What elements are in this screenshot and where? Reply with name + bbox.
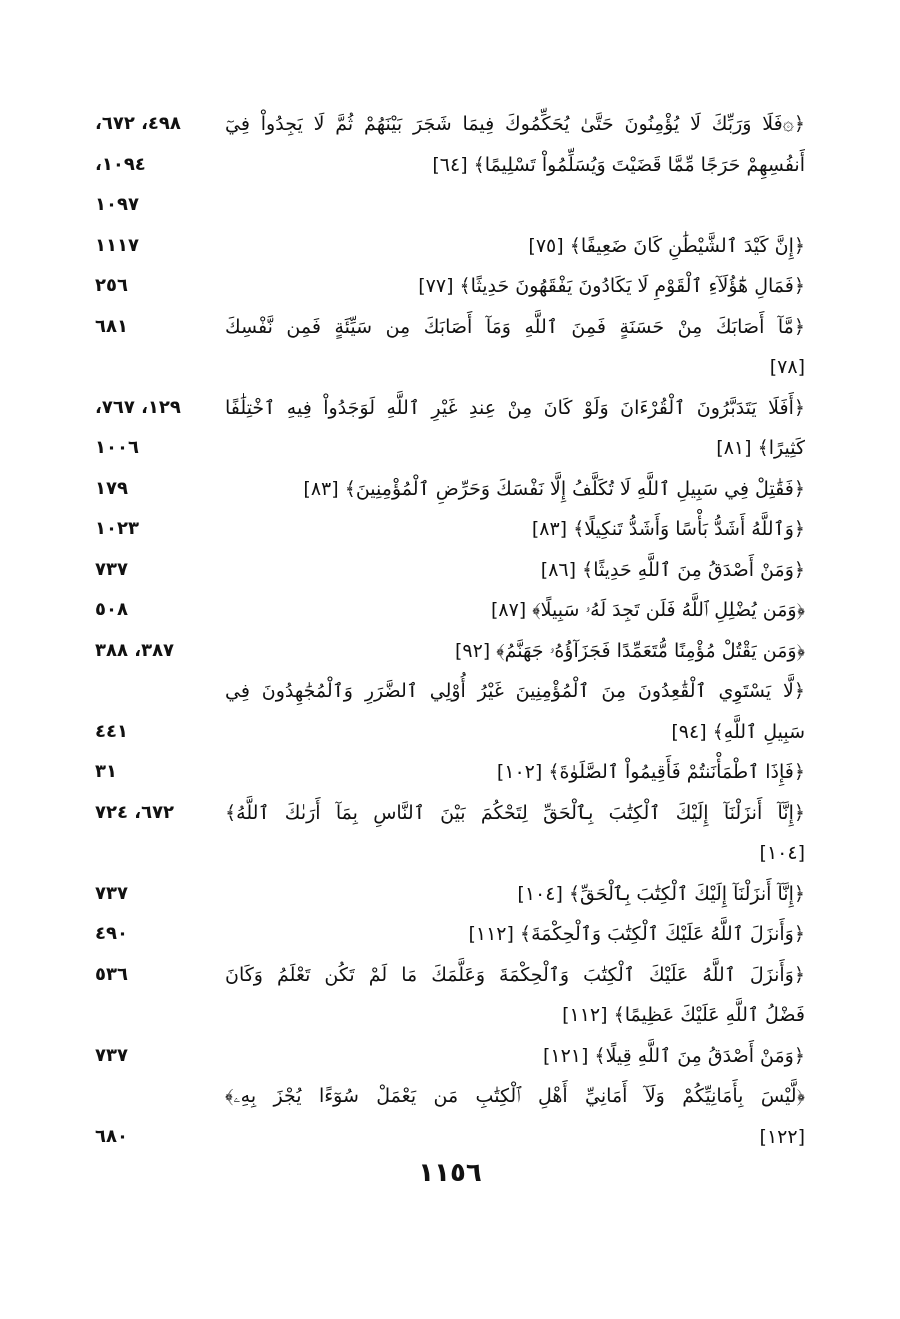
index-row	[0, 590, 900, 630]
page-references: ٣١	[95, 761, 117, 782]
verse-text: ﴿لَّا يَسْتَوِي ٱلْقَٰعِدُونَ مِنَ ٱلْمُؤْمِنِينَ غَيْرُ أُوْلِي ٱلضَّرَرِ وَٱلْمُجَٰهِدُونَ فِي	[225, 680, 805, 702]
verse-text: ﴿وَأَنزَلَ ٱللَّهُ عَلَيْكَ ٱلْكِتَٰبَ وَٱلْحِكْمَةَ وَعَلَّمَكَ مَا لَمْ تَكُن تَعْلَمُ وَكَانَ	[225, 963, 805, 986]
verse-text: كَثِيرًا﴾ [٨١]	[716, 437, 805, 459]
index-row	[0, 671, 900, 711]
verse-text: ﴿إِنَّآ أَنزَلْنَآ إِلَيْكَ ٱلْكِتَٰبَ بِٱلْحَقِّ لِتَحْكُمَ بَيْنَ ٱلنَّاسِ بِمَآ أَرَىٰكَ ٱللَّهُ﴾	[225, 801, 805, 824]
verse-text: ﴿وَمَن يُضْلِلِ ٱللَّهُ فَلَن تَجِدَ لَهُۥ سَبِيلًا﴾ [٨٧]	[490, 599, 805, 621]
verse-text: ﴿وَمَنْ أَصْدَقُ مِنَ ٱللَّهِ حَدِيثًا﴾ [٨٦]	[540, 558, 805, 581]
verse-text: ﴿وَأَنزَلَ ٱللَّهُ عَلَيْكَ ٱلْكِتَٰبَ وَٱلْحِكْمَةَ﴾ [١١٢]	[468, 923, 805, 945]
page-references: ٣٨٧، ٣٨٨	[95, 639, 175, 661]
index-row	[0, 712, 900, 752]
index-row	[0, 428, 900, 468]
page-references: ٦٨٠	[95, 1125, 128, 1147]
page-references: ١٠٩٤،	[95, 153, 146, 175]
index-row	[0, 833, 900, 873]
verse-text: أَنفُسِهِمْ حَرَجًا مِّمَّا قَضَيْتَ وَيُسَلِّمُواْ تَسْلِيمًا﴾ [٦٤]	[432, 153, 805, 176]
index-row	[0, 388, 900, 428]
page-references: ٤٤١	[95, 720, 128, 742]
index-row	[0, 185, 900, 225]
index-row	[0, 1117, 900, 1157]
verse-text: ﴿أَفَلَا يَتَدَبَّرُونَ ٱلْقُرْءَانَ وَلَوْ كَانَ مِنْ عِندِ غَيْرِ ٱللَّهِ لَوَجَدُواْ فِيهِ ٱخْتِلَٰفًا	[225, 396, 805, 419]
index-row	[0, 509, 900, 549]
verse-text: ﴿إِنَّ كَيْدَ ٱلشَّيْطَٰنِ كَانَ ضَعِيفًا﴾ [٧٥]	[528, 234, 805, 257]
index-row	[0, 469, 900, 509]
page-references: ١٢٩، ٧٦٧،	[95, 396, 181, 418]
index-row	[0, 995, 900, 1035]
index-row	[0, 347, 900, 387]
verse-text: ﴿وَٱللَّهُ أَشَدُّ بَأْسًا وَأَشَدُّ تَنكِيلًا﴾ [٨٣]	[531, 518, 805, 540]
page-references: ٥٣٦	[95, 963, 128, 985]
index-row	[0, 793, 900, 833]
verse-text: ﴿لَّيْسَ بِأَمَانِيِّكُمْ وَلَآ أَمَانِيِّ أَهْلِ ٱلْكِتَٰبِ مَن يَعْمَلْ سُوٓءًا يُجْزَ بِهِۦ﴾	[225, 1085, 805, 1107]
verse-text: ﴿فَمَالِ هَٰٓؤُلَآءِ ٱلْقَوْمِ لَا يَكَادُونَ يَفْقَهُونَ حَدِيثًا﴾ [٧٧]	[418, 275, 805, 297]
page-references: ٦٨١	[95, 315, 128, 337]
page-references: ٤٩٨، ٦٧٢،	[95, 113, 181, 134]
verse-text: ﴿وَمَن يَقْتُلْ مُؤْمِنًا مُّتَعَمِّدًا فَجَزَآؤُهُۥ جَهَنَّمُ﴾ [٩٢]	[454, 639, 805, 662]
verse-text: ﴿فَقَٰتِلْ فِي سَبِيلِ ٱللَّهِ لَا تُكَلَّفُ إِلَّا نَفْسَكَ وَحَرِّضِ ٱلْمُؤْمِنِينَ﴾ [٨٣]	[303, 477, 805, 500]
index-row	[0, 874, 900, 914]
verse-text: ﴿فَإِذَا ٱطْمَأْنَنتُمْ فَأَقِيمُواْ ٱلصَّلَوٰةَ﴾ [١٠٢]	[496, 761, 805, 783]
page-references: ١٠٠٦	[95, 437, 139, 458]
verse-text: ﴿وَمَنْ أَصْدَقُ مِنَ ٱللَّهِ قِيلًا﴾ [١٢١]	[542, 1044, 805, 1067]
index-row	[0, 104, 900, 144]
page-references: ٢٥٦	[95, 275, 128, 296]
index-row	[0, 550, 900, 590]
verse-text: [١٠٤]	[759, 842, 805, 864]
page-references: ٧٣٧	[95, 558, 128, 580]
page-references: ٥٠٨	[95, 599, 128, 620]
verse-text: ﴿إِنَّآ أَنزَلْنَآ إِلَيْكَ ٱلْكِتَٰبَ بِٱلْحَقِّ﴾ [١٠٤]	[517, 882, 805, 905]
verse-text: فَضْلُ ٱللَّهِ عَلَيْكَ عَظِيمًا﴾ [١١٢]	[562, 1004, 805, 1026]
page-number: ١١٥٦	[418, 1158, 482, 1188]
index-row	[0, 631, 900, 671]
page-references: ١٧٩	[95, 477, 128, 499]
page-references: ١٠٢٣	[95, 518, 139, 539]
index-row	[0, 266, 900, 306]
verse-text: سَبِيلِ ٱللَّهِ﴾ [٩٤]	[671, 720, 805, 743]
page-references: ١٠٩٧	[95, 194, 139, 215]
page-references: ٤٩٠	[95, 923, 128, 944]
index-row	[0, 1036, 900, 1076]
index-row	[0, 145, 900, 185]
index-row	[0, 226, 900, 266]
index-row	[0, 1076, 900, 1116]
page-references: ٦٧٢، ٧٢٤	[95, 801, 175, 823]
index-row	[0, 752, 900, 792]
page-references: ١١١٧	[95, 234, 139, 256]
index-row	[0, 914, 900, 954]
page-references: ٧٣٧	[95, 1044, 128, 1066]
verse-text: [١٢٢]	[759, 1125, 805, 1148]
index-row	[0, 307, 900, 347]
verse-text: ﴿۞فَلَا وَرَبِّكَ لَا يُؤْمِنُونَ حَتَّىٰ يُحَكِّمُوكَ فِيمَا شَجَرَ بَيْنَهُمْ ثُمَّ لَا يَجِدُواْ فِيٓ	[225, 113, 805, 135]
verse-text: [٧٨]	[769, 356, 805, 378]
verse-text: ﴿مَّآ أَصَابَكَ مِنْ حَسَنَةٍ فَمِنَ ٱللَّهِ وَمَآ أَصَابَكَ مِن سَيِّئَةٍ فَمِن نَّفْسِكَ	[225, 315, 805, 338]
index-row	[0, 955, 900, 995]
page-references: ٧٣٧	[95, 882, 128, 904]
